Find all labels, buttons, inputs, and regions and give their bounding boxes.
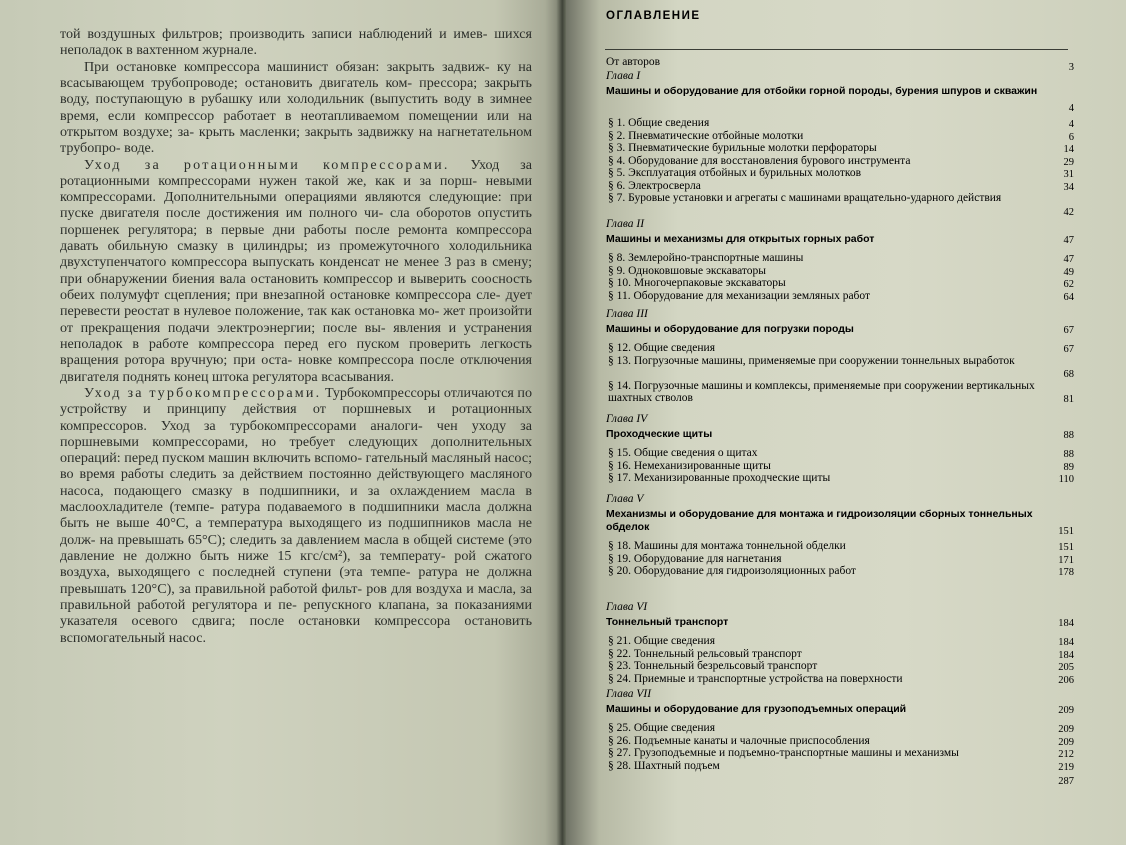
toc-section: § 11. Оборудование для механизации земляных работ xyxy=(608,289,871,302)
page-number: 29 xyxy=(1063,156,1074,168)
page-number: 184 xyxy=(1058,637,1074,648)
chapter-label: Глава III xyxy=(606,308,648,320)
text-line: явления и устранения неполадок в работе компрессора перед его xyxy=(60,319,532,352)
text-line: дополнительных операций: перед пуском машин включить вспомо- xyxy=(60,433,533,467)
toc-title: ОГЛАВЛЕНИЕ xyxy=(606,10,701,22)
text-line: постоянно действующего масляного насоса, подающего смазку в xyxy=(60,466,532,499)
toc-section: § 14. Погрузочные машины и комплексы, применяемые при сооружении вертикальных шахтных стволов xyxy=(608,379,1035,404)
toc-section: § 1. Общие сведения xyxy=(608,117,710,129)
text-line: выпускать конденсат не менее 3 раз в смену; при обнаружении xyxy=(60,254,532,287)
toc-section: § 8. Землеройно-транспортные машины xyxy=(608,252,804,264)
page-number: 14 xyxy=(1063,144,1074,155)
page-number: 212 xyxy=(1058,749,1074,760)
toc-intro: От авторов xyxy=(606,56,661,68)
text-line: ров для воздуха и масла, за правильной работой регулятора и пе- xyxy=(60,580,532,613)
page-number: 6 xyxy=(1068,131,1074,143)
text-line: (это давление не должно быть ниже 15 кгс/см²), за температу- xyxy=(60,531,532,564)
page-number: 49 xyxy=(1063,266,1074,278)
page-number: 4 xyxy=(1068,119,1074,130)
left-page xyxy=(0,0,562,845)
chapter-label: Глава V xyxy=(606,493,644,505)
page-number: 178 xyxy=(1058,567,1074,578)
chapter-label: Глава VI xyxy=(606,601,648,613)
toc-section: § 3. Пневматические бурильные молотки перфораторы xyxy=(608,142,877,154)
page-number: 62 xyxy=(1063,279,1074,290)
chapter-title: Механизмы и оборудование для монтажа и гидроизоляции сборных тоннельных обделок xyxy=(606,508,1033,533)
page-number: 88 xyxy=(1063,430,1074,441)
page-number: 81 xyxy=(1063,394,1074,405)
text-line: жет произойти от прекращения подачи электроэнергии; после вы- xyxy=(60,303,532,336)
paragraph xyxy=(60,157,532,385)
text-line: репускного клапана, за показаниями указателя осевого сдвига; xyxy=(60,596,532,630)
text-line: прессора; закрыть воду, поступающую в рубашку или холодильник xyxy=(60,74,532,108)
page-number: 110 xyxy=(1058,474,1074,485)
page-number: 287 xyxy=(1058,776,1074,787)
toc-section: § 2. Пневматические отбойные молотки xyxy=(608,129,804,142)
chapter-title: Машины и оборудование для отбойки горной породы, бурения шпуров и скважин xyxy=(606,85,1038,97)
chapter-title: Машины и оборудование для погрузки породы xyxy=(606,323,854,335)
text-line: дует перевести реостат в нулевое положение, так как остановка мо- xyxy=(60,287,533,320)
toc-section: § 26. Подъемные канаты и чалочные приспособления xyxy=(608,734,870,747)
toc-rule xyxy=(605,49,1068,50)
text-line: шихся неполадок в вахтенном журнале. xyxy=(60,26,532,59)
toc-section: § 23. Тоннельный безрельсовый транспорт xyxy=(608,660,818,672)
page-number: 31 xyxy=(1063,169,1074,180)
text-line: после ремонта компрессора давать обильную смазку в цилиндры; xyxy=(60,221,532,255)
toc-section: § 15. Общие сведения о щитах xyxy=(608,447,758,459)
text-line: ротационных компрессоров. Уход за турбокомпрессорами аналоги- xyxy=(60,401,532,434)
page-number: 64 xyxy=(1063,291,1074,303)
chapter-label: Глава VII xyxy=(606,688,652,700)
page-number: 151 xyxy=(1058,526,1074,537)
page-number: 47 xyxy=(1063,235,1074,246)
text-line: 40°C, а температура выходящего из подшипников масла не долж- xyxy=(60,515,532,548)
page-number: 219 xyxy=(1058,761,1074,773)
page-number: 205 xyxy=(1058,662,1074,673)
toc-section: § 9. Одноковшовые экскаваторы xyxy=(608,264,767,277)
text-line: Уход за ротационными компрессорами. Уход xyxy=(84,156,500,173)
text-line: крыть масленки; закрыть задвижку на нагнетательном трубопро- xyxy=(60,123,532,157)
page-number: 47 xyxy=(1063,254,1074,265)
chapter-title: Тоннельный транспорт xyxy=(606,616,729,628)
page-number: 67 xyxy=(1063,344,1074,355)
toc-section: § 7. Буровые установки и агрегаты с машинами вращательно-ударного действия xyxy=(608,192,1002,204)
text-line: полумуфт сцепления; при внезапной остановке компрессора сле- xyxy=(99,287,501,303)
page-number: 184 xyxy=(1058,618,1074,629)
text-line: невыми компрессорами. Дополнительными операциями являются xyxy=(60,172,532,206)
toc-section: § 22. Тоннельный рельсовый транспорт xyxy=(608,647,802,660)
text-line: воде. xyxy=(124,140,155,157)
toc-section: § 28. Шахтный подъем xyxy=(608,759,720,772)
page-number: 89 xyxy=(1063,461,1074,473)
text-line: Уход за турбокомпрессорами. Турбокомпрессоры xyxy=(84,384,441,401)
toc-section: § 20. Оборудование для гидроизоляционных работ xyxy=(608,565,856,577)
text-line: сла оборотов опустить поршенек регулятора; в первые дни работы xyxy=(60,205,532,238)
text-line: той воздушных фильтров; производить записи наблюдений и имев- xyxy=(60,26,488,42)
page-number: 34 xyxy=(1063,181,1074,193)
toc-section: § 21. Общие сведения xyxy=(608,635,715,647)
text-line: из промежуточного холодильника двухступенчатого компрессора xyxy=(60,238,532,271)
page-number: 184 xyxy=(1058,649,1074,661)
chapter-label: Глава IV xyxy=(606,413,648,425)
page-number: 206 xyxy=(1058,674,1074,686)
chapter-title: Машины и оборудование для грузоподъемных операций xyxy=(606,703,907,715)
page-number: 209 xyxy=(1058,705,1074,716)
toc-section: § 12. Общие сведения xyxy=(608,342,715,354)
page-number: 151 xyxy=(1058,542,1074,553)
page-number: 42 xyxy=(1063,206,1074,218)
text-line: штока регулятора всасывания. xyxy=(212,368,394,385)
page-number: 88 xyxy=(1063,449,1074,460)
paragraph xyxy=(60,59,532,157)
toc-section: § 6. Электросверла xyxy=(608,179,701,192)
chapter-label: Глава I xyxy=(606,70,641,82)
toc-section: § 19. Оборудование для нагнетания xyxy=(608,552,782,565)
toc-section: § 27. Грузоподъемные и подъемно-транспортные машины и механизмы xyxy=(608,747,959,759)
text-line: ратура подаваемого в подшипники масла должна быть не выше xyxy=(60,499,532,532)
text-line: гательный масляный насос; во время работы следить за действием xyxy=(60,450,532,483)
text-line: биения вала остановить компрессор и выверить соосность обеих xyxy=(60,270,532,303)
text-line: после остановки компрессора остановить вспомогательный насос. xyxy=(60,613,532,646)
page-number: 171 xyxy=(1058,554,1074,566)
text-line: чен уходу за поршневыми компрессорами, но требует следующих xyxy=(60,417,533,450)
chapter-title: Машины и механизмы для открытых горных работ xyxy=(606,233,875,245)
paragraph xyxy=(60,385,532,646)
toc-section: § 17. Механизированные проходческие щиты xyxy=(608,472,831,484)
text-line: отличаются по устройству и принципу действия от поршневых и xyxy=(60,384,532,418)
text-line: подшипники, и за охлаждением масла в маслоохладителе (темпе- xyxy=(60,482,532,516)
page-number: 3 xyxy=(1068,62,1074,73)
paragraph xyxy=(60,26,532,59)
toc-section: § 24. Приемные и транспортные устройства на поверхности xyxy=(608,672,903,685)
body-text xyxy=(60,26,532,646)
page-number: 68 xyxy=(1063,369,1074,380)
chapter-title: Проходческие щиты xyxy=(606,428,713,440)
text-line: пуском проверить легкость вращения ротора вручную; при оста- xyxy=(60,335,532,369)
text-line: за ротационными компрессорами нужен такой же, как и за порш- xyxy=(60,156,532,189)
toc-section: § 4. Оборудование для восстановления бурового инструмента xyxy=(608,154,911,167)
text-line: следующие: при пуске двигателя после достижения им полного чи- xyxy=(60,189,532,222)
toc-section: § 13. Погрузочные машины, применяемые при сооружении тоннельных выработок xyxy=(608,354,1015,367)
toc-section: § 25. Общие сведения xyxy=(608,722,715,734)
text-line: в неотапливаемом помещении или на открытом воздухе; за- xyxy=(60,107,532,140)
page-number: 67 xyxy=(1063,325,1074,336)
chapter-label: Глава II xyxy=(606,218,645,230)
text-line: ку на всасывающем трубопроводе; остановить двигатель ком- xyxy=(60,58,532,91)
toc-section: § 18. Машины для монтажа тоннельной обделки xyxy=(608,540,846,552)
text-line: При остановке компрессора машинист обязан: закрыть задвиж- xyxy=(84,58,490,75)
page-number: 209 xyxy=(1058,736,1074,748)
text-line: (выпустить воду в зимнее время, если компрессор работает xyxy=(60,91,532,124)
page-number: 209 xyxy=(1058,724,1074,735)
toc-section: § 16. Немеханизированные щиты xyxy=(608,459,771,472)
text-line: ратура не должна превышать 120°C), за правильной работой фильт- xyxy=(60,564,532,597)
text-line: новке компрессора после отключения двигателя поднять конец xyxy=(60,352,532,385)
text-line: рой сжатого воздуха, выходящего с последней ступени (эта темпе- xyxy=(60,548,532,581)
toc-section: § 5. Эксплуатация отбойных и бурильных молотков xyxy=(608,167,862,179)
page-number: 4 xyxy=(1068,103,1074,114)
toc-section: § 10. Многочерпаковые экскаваторы xyxy=(608,277,786,289)
text-line: на превышать 65°C); следить за давлением масла в общей системе xyxy=(99,531,505,548)
